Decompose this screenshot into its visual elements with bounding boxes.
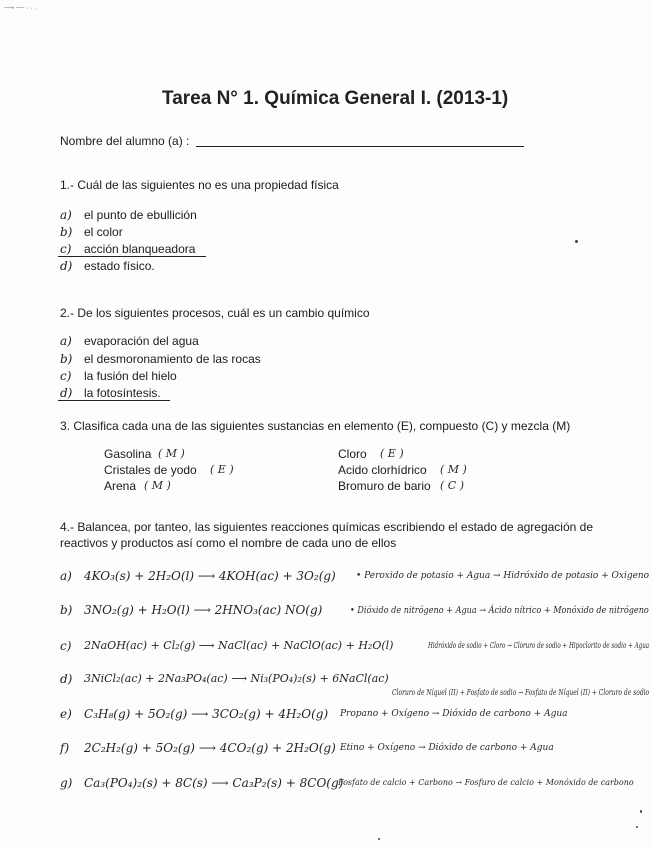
student-name-line[interactable] xyxy=(196,145,524,147)
reaction-e-letter: e) xyxy=(60,707,72,721)
reaction-f-equation: 2C₂H₂(g) + 5O₂(g) ⟶ 4CO₂(g) + 2H₂O(g) xyxy=(84,741,336,755)
q3-answer-yodo: ( E ) xyxy=(210,463,234,476)
q3-answer-cloro: ( E ) xyxy=(380,447,404,460)
q2-option-c-letter: c) xyxy=(60,369,72,383)
reaction-a-names: • Peroxido de potasio + Agua → Hidróxido de potasio + Oxigeno xyxy=(356,571,650,581)
reaction-e-equation: C₃H₈(g) + 5O₂(g) ⟶ 3CO₂(g) + 4H₂O(g) xyxy=(84,707,329,721)
q1-option-b: el color xyxy=(84,225,123,239)
q2-option-c: la fusión del hielo xyxy=(84,369,177,383)
q1-option-a: el punto de ebullición xyxy=(84,208,197,222)
scanner-header-mark: ⟶ ~~ · · · xyxy=(4,5,37,12)
reaction-b-letter: b) xyxy=(60,603,73,617)
reaction-b-names: • Dióxido de nitrógeno + Agua → Ácido nítrico + Monóxido de nitrógeno xyxy=(350,606,649,616)
q2-option-b-letter: b) xyxy=(60,352,73,366)
reaction-g-letter: g) xyxy=(60,776,73,790)
q3-answer-bromuro: ( C ) xyxy=(440,479,464,492)
reaction-d-names: Cloruro de Níquel (II) + Fosfato de sodio → Fosfato de Níquel (II) + Cloruro de sodio xyxy=(392,688,650,697)
reaction-f-letter: f) xyxy=(60,741,70,755)
q1-option-c-letter: c) xyxy=(60,242,72,256)
q1-answer-underline xyxy=(58,256,206,257)
question-3: 3. Clasifica cada una de las siguientes sustancias en elemento (E), compuesto (C) y mezcla (M) xyxy=(60,419,571,433)
q3-item-cloro: Cloro xyxy=(338,447,367,461)
scan-speck xyxy=(636,826,638,828)
q2-option-a-letter: a) xyxy=(60,334,72,348)
student-name-label: Nombre del alumno (a) : xyxy=(60,134,190,148)
question-1: 1.- Cuál de las siguientes no es una propiedad física xyxy=(60,178,339,192)
q2-option-d-letter: d) xyxy=(60,386,73,400)
scan-speck xyxy=(378,838,380,840)
reaction-g-names: Fosfato de calcio + Carbono → Fosfuro de calcio + Monóxido de carbono xyxy=(338,778,634,787)
question-4-line1: 4.- Balancea, por tanteo, las siguientes reacciones químicas escribiendo el estado de agregación de xyxy=(60,520,593,534)
reaction-f-names: Etino + Oxígeno → Dióxido de carbono + Agua xyxy=(340,743,554,753)
reaction-a-equation: 4KO₃(s) + 2H₂O(l) ⟶ 4KOH(ac) + 3O₂(g) xyxy=(84,569,336,583)
q2-answer-underline xyxy=(58,400,170,401)
question-2: 2.- De los siguientes procesos, cuál es un cambio químico xyxy=(60,306,370,320)
q3-answer-gasolina: ( M ) xyxy=(158,447,185,460)
q1-option-a-letter: a) xyxy=(60,208,72,222)
scan-speck xyxy=(640,810,642,813)
q3-item-gasolina: Gasolina xyxy=(104,447,152,461)
q1-option-d: estado físico. xyxy=(84,259,155,273)
q1-option-b-letter: b) xyxy=(60,225,73,239)
q3-item-bromuro: Bromuro de bario xyxy=(338,479,431,493)
reaction-b-equation: 3NO₂(g) + H₂O(l) ⟶ 2HNO₃(ac) NO(g) xyxy=(84,603,323,617)
q3-item-acido: Acido clorhídrico xyxy=(338,463,427,477)
q3-item-arena: Arena xyxy=(104,479,137,493)
q2-option-b: el desmoronamiento de las rocas xyxy=(84,352,261,366)
q3-item-yodo: Cristales de yodo xyxy=(104,463,197,477)
reaction-c-equation: 2NaOH(ac) + Cl₂(g) ⟶ NaCl(ac) + NaClO(ac) + H₂O(l) xyxy=(84,639,394,652)
reaction-d-letter: d) xyxy=(60,672,73,686)
q1-option-d-letter: d) xyxy=(60,259,73,273)
question-4-line2: reactivos y productos así como el nombre de cada uno de ellos xyxy=(60,536,397,550)
reaction-d-equation: 3NiCl₂(ac) + 2Na₃PO₄(ac) ⟶ Ni₃(PO₄)₂(s) + 6NaCl(ac) xyxy=(84,672,389,685)
q2-option-a: evaporación del agua xyxy=(84,334,199,348)
reaction-c-names: Hidróxido de sodio + Cloro → Cloruro de sodio + Hipoclorito de sodio + Agua xyxy=(428,641,650,650)
reaction-a-letter: a) xyxy=(60,569,72,583)
reaction-c-letter: c) xyxy=(60,639,72,653)
q2-option-d-selected: la fotosíntesis. xyxy=(84,386,161,400)
page-title: Tarea N° 1. Química General I. (2013-1) xyxy=(162,88,509,109)
q3-answer-acido: ( M ) xyxy=(440,463,467,476)
reaction-e-names: Propano + Oxígeno → Dióxido de carbono + Agua xyxy=(340,709,568,719)
q1-option-c-selected: acción blanqueadora xyxy=(84,242,196,256)
scan-speck xyxy=(575,240,578,243)
q3-answer-arena: ( M ) xyxy=(144,479,171,492)
reaction-g-equation: Ca₃(PO₄)₂(s) + 8C(s) ⟶ Ca₃P₂(s) + 8CO(g) xyxy=(84,776,344,790)
